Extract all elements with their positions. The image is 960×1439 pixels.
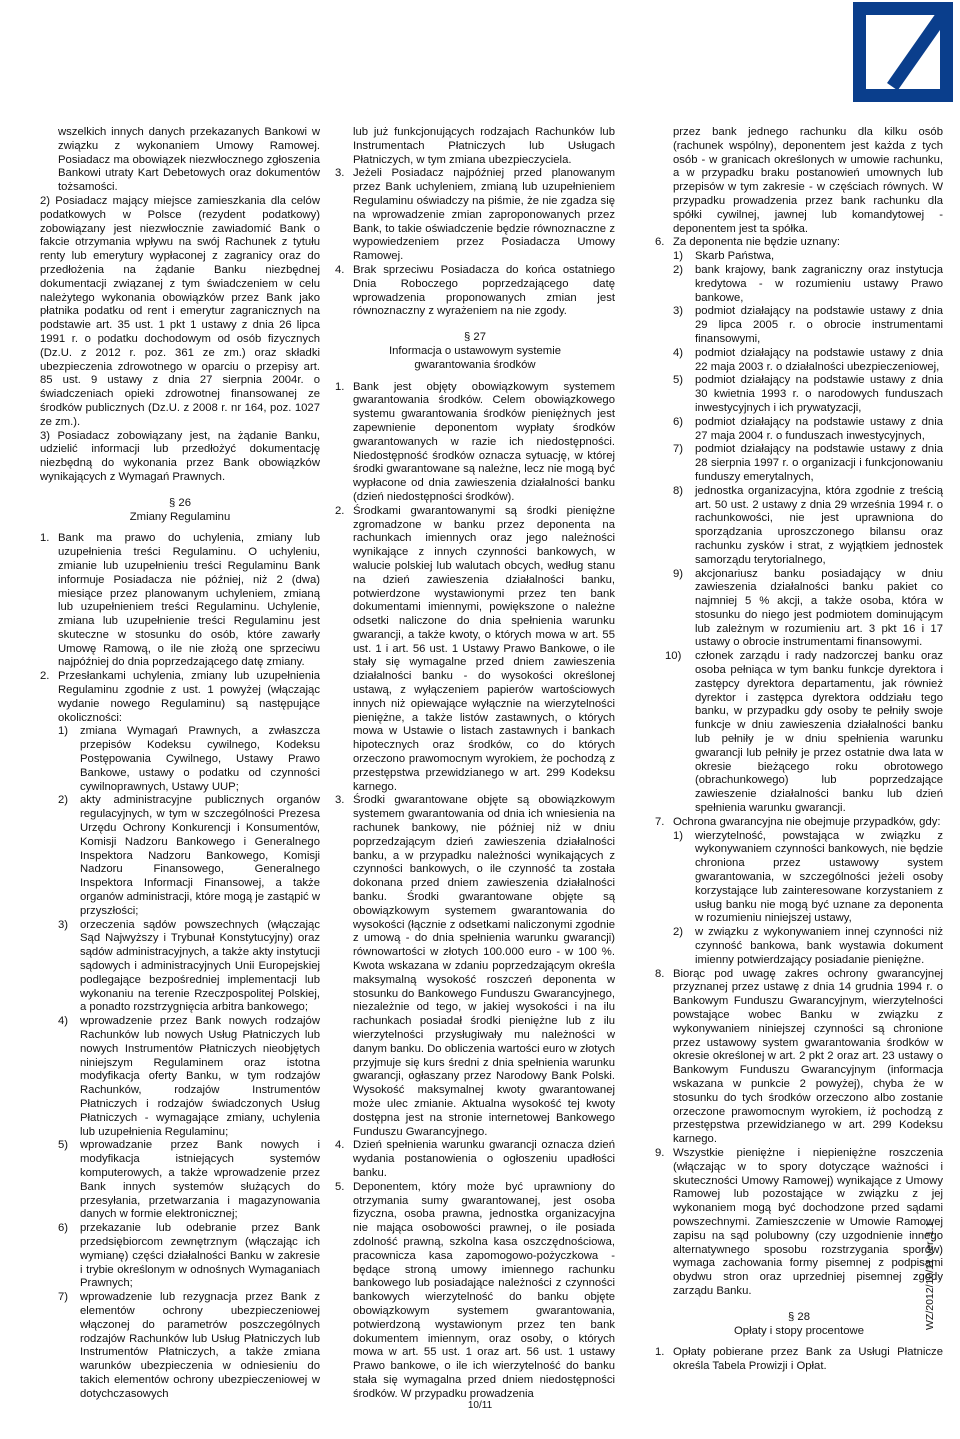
list-item: 3) orzeczenia sądów powszechnych (włączając Sąd Najwyższy i Trybunał Konstytucyjny) oraz sądów administracyjnych, a także akty instytucji sądowych i administracyjnych Unii Europejskiej podlegające bezpośredniej implementacji lub wykonaniu na terenie Rzeczpospolitej Polskiej, a ponadto rozstrzygnięcia arbitra bankowego; [58, 918, 320, 1014]
list-item: 7) wprowadzenie lub rezygnacja przez Bank z elementów ochrony ubezpieczeniowej włączonej do parametrów poszczególnych rodzajów Rachunków lub Usług Płatniczych lub Instrumentów Płatniczych, a także zmiana warunków ubezpieczenia w odniesieniu do takich elementów ochrony ubezpieczeniowej w dotychczasowych [58, 1291, 320, 1400]
list-item: 2) akty administracyjne publicznych organów regulacyjnych, w tym w szczególności Prezesa Urzędu Ochrony Konkurencji i Konsumentów, Komisji Nadzoru Bankowego i Generalnego Inspektora Nadzoru Bankowego, Komisji Nadzoru Finansowego, Generalnego Inspektora Informacji Finansowej, a także organów administracji, które mogą je zastąpić w przyszłości; [58, 794, 320, 917]
list-item: 3) podmiot działający na podstawie ustawy z dnia 29 lipca 2005 r. o obrocie instrumentami finansowymi, [673, 305, 943, 345]
deutsche-bank-logo-icon [853, 2, 953, 102]
list-item: 3. Jeżeli Posiadacz najpóźniej przed planowanym przez Bank uchyleniem, zmianą lub uzupełnieniem Regulaminu oświadczy na piśmie, że nie zgadza się na wprowadzenie zmian zaproponowanych przez Bank, to takie oświadczenie będzie równoznaczne z wypowiedzeniem przez Posiadacza Umowy Ramowej. [335, 167, 615, 263]
column-3 [655, 126, 943, 1374]
list-item: 1) Skarb Państwa, [673, 250, 775, 263]
list-item: 4) podmiot działający na podstawie ustawy z dnia 22 maja 2003 r. o działalności ubezpieczeniowej, [673, 346, 943, 373]
list-item: 9. Wszystkie pieniężne i niepieniężne roszczenia (włączając w to spory dotyczące ważności i skuteczności Umowy Ramowej) wynikające z Umowy Ramowej lub pozostające w związku z jej wykonaniem mogą być dochodzone przed sądami powszechnymi. Zamieszczenie w Umowie Ramowej zapisu na sąd polubowny (czy uzgodnienie innego alternatywnego sposobu rozstrzygania sporów) wymaga zachowania formy pisemnej z podpisami obydwu stron oraz uprzedniej pisemnej zgody zarządu Banku. [655, 1146, 943, 1297]
list-item: 2) bank krajowy, bank zagraniczny oraz instytucja kredytowa - w rozumieniu ustawy Prawo bankowe, [673, 263, 943, 304]
list-item: 1) zmiana Wymagań Prawnych, a zwłaszcza przepisów Kodeksu cywilnego, Kodeksu Postępowania Cywilnego, Ustawy Prawo Bankowe, ustawy o podatku od czynności cywilnoprawnych, Ustawy UUP; [58, 725, 320, 793]
list-item: 10) członek zarządu i rady nadzorczej banku oraz osoba pełniąca w tym banku funkcje dyrektora i zastępcy dyrektora departamentu, jak również dyrektor i zastępca dyrektora oddziału tego banku, w przypadku gdy osoby te pełniły swoje funkcje w dniu zawieszenia działalności banku lub pełniły je w dniu spełnienia warunku gwarancji lub pełniły je przez ostatnie dwa lata w okresie bieżącego roku obrotowego (obrachunkowego) lub poprzedzające zawieszenie działalności banku lub dzień spełnienia warunku gwarancji. [665, 650, 943, 815]
list-item: 1. Opłaty pobierane przez Bank za Usługi Płatnicze określa Tabela Prowizji i Opłat. [655, 1346, 943, 1373]
list-item: 3. Środki gwarantowane objęte są obowiązkowym systemem gwarantowania od dnia ich wniesienia na rachunek bankowy, nie później niż w dniu poprzedzającym dzień zawieszenia działalności banku, a w przypadku należności wynikających z czynności bankowych, o ile czynność ta została dokonana przed dniem zawieszenia działalności banku. Środki gwarantowane objęte są obowiązkowym systemem gwarantowania do wysokości (łącznie z odsetkami naliczonymi zgodnie z umową - do dnia spełnienia warunku gwarancji) równowartości w złotych 100.000 euro - w 100 %. Kwota wskazana w zdaniu poprzedzającym określa maksymalną wysokość roszczeń deponenta w stosunku do Bankowego Funduszu Gwarancyjnego, niezależnie od tego, w jakiej wysokości i na ilu rachunkach posiadał środki pieniężne lub z ilu wierzytelności przysługiwały mu należności w danym banku. Do obliczenia wartości euro w złotych przyjmuje się kurs średni z dnia spełnienia warunku gwarancji, ogłaszany przez Narodowy Bank Polski. Wysokość maksymalnej kwoty gwarantowanej może ulec zmianie. Aktualna wysokość tej kwoty dostępna jest na stronie internetowej Bankowego Funduszu Gwarancyjnego. [335, 794, 615, 1138]
list-item: 8. Biorąc pod uwagę zakres ochrony gwarancyjnej przyznanej przez ustawę z dnia 14 grudnia 1994 r. o Bankowym Funduszu Gwarancyjnym, wierzytelności powstające wobec Banku w związku z wykonywaniem niniejszej czynności są chronione przez ustawowy system gwarantowania środków w okresie określonej w art. 2 pkt 2 oraz art. 23 ustawy o Bankowym Funduszu Gwarancyjnym (informacja wskazana w punkcie 2 powyżej), chyba że w stosunku do tych środków orzeczono albo zostanie orzeczone prawomocnym wyrokiem, iż pochodzą z przestępstwa przewidzianego w art. 299 Kodeksu karnego. [655, 967, 943, 1146]
list-item: 2. Środkami gwarantowanymi są środki pieniężne zgromadzone w banku przez deponenta na rachunkach imiennych oraz jego należności wynikające z innych czynności bankowych, w walucie polskiej lub walutach obcych, według stanu na dzień zawieszenia działalności banku, potwierdzone wystawionymi przez ten bank dokumentami imiennymi, powiększone o należne odsetki naliczone do dnia spełnienia warunku gwarancji, a także kwoty, o których mowa w art. 55 ust. 1 i art. 56 ust. 1 Ustawy Prawo Bankowe, o ile stały się wymagalne przed dniem zawieszenia działalności banku - do wysokości określonej ustawą, z wyłączeniem papierów wartościowych innych niż opiewające wyłącznie na wierzytelności pieniężne, a także listów zastawnych, o których mowa w Ustawie o listach zastawnych i bankach hipotecznych oraz środków, co do których orzeczono prawomocnym wyrokiem, że pochodzą z przestępstwa przewidzianego w art. 299 Kodeksu karnego. [335, 504, 615, 793]
list-item: 5. Deponentem, który może być uprawniony do otrzymania sumy gwarantowanej, jest osoba fizyczna, osoba prawna, jednostka organizacyjna nie mająca osobowości prawnej, o ile posiada zdolność prawną, szkolna kasa oszczędnościowa, pracownicza kasa zapomogowo-pożyczkowa - będące stroną umowy imiennego rachunku bankowego lub posiadające należności z czynności bankowych wierzytelność do banku objęte obowiązkowym systemem gwarantowania, potwierdzoną wystawionym przez ten bank dokumentem imiennym, oraz osoby, o których mowa w art. 55 ust. 1 oraz art. 56 ust. 1 ustawy Prawo bankowe, o ile ich wierzytelność do banku stała się wymagalna przed dniem niedostępności środków. W przypadku prowadzenia [335, 1180, 615, 1400]
column-2 [335, 126, 615, 1402]
list-item: 6) podmiot działający na podstawie ustawy z dnia 27 maja 2004 r. o funduszach inwestycyjnych, [673, 415, 943, 442]
list-item: 4. Dzień spełnienia warunku gwarancji oznacza dzień wydania postanowienia o ogłoszeniu upadłości banku. [335, 1139, 615, 1179]
section-heading-27: § 27 Informacja o ustawowym systemie gwarantowania środków [388, 331, 562, 371]
paragraph: 2) Posiadacz mający miejsce zamieszkania dla celów podatkowych w Polsce (rezydent podatkowy) zobowiązany jest niezwłocznie zawiadomić Bank o fakcie otrzymania wpływu na swój Rachunek z tytułu renty lub emerytury wypłaconej z zagranicy oraz do przedłożenia na żądanie Banku niezbędnej dokumentacji związanej z tym świadczeniem w celu należytego wykonania obowiązków przez Bank jako płatnika podatku od rent i emerytur zagranicznych na podstawie art. 35 ust. 1 pkt 1 ustawy z dnia 26 lipca 1991 r. o podatku dochodowym od osób fizycznych (Dz.U. z 2012 r. poz. 361 ze zm.) oraz składki ubezpieczenia zdrowotnego w oparciu o przepisy art. 85 ust. 9 ustawy z dnia 27 sierpnia 2004r. o świadczeniach opieki zdrowotnej finansowanej ze środków publicznych (Dz.U. z 2008 r. nr 164, poz. 1027 ze zm.). [40, 194, 320, 428]
list-item: 4) wprowadzenie przez Bank nowych rodzajów Rachunków lub nowych Usług Płatniczych lub nowych Instrumentów Płatniczych nieobjętych niniejszym Regulaminem oraz istotna modyfikacja oferty Banku, w tym rodzajów Rachunków, rodzajów Instrumentów Płatniczych i rodzajów świadczonych Usług Płatniczych - wymagające zmiany, uchylenia lub uzupełnienia Regulaminu; [58, 1015, 320, 1138]
list-item: 1) wierzytelność, powstająca w związku z wykonywaniem czynności bankowych, nie będzie chroniona przez ustawowy system gwarantowania, w szczególności jeżeli osoby korzystające lub zainteresowane korzystaniem z usług banku nie mogą być uznane za deponenta w rozumieniu niniejszej ustawy, [673, 829, 943, 925]
paragraph: przez bank jednego rachunku dla kilku osób (rachunek wspólny), deponentem jest każda z tych osób - w granicach określonych w umowie rachunku, a w przypadku braku postanowień umownych lub przepisów w tym zakresie - w częściach równych. W przypadku prowadzenia przez bank rachunku dla spółki cywilnej, jawnej lub komandytowej - deponentem jest ta spółka. [673, 126, 943, 235]
section-heading-26: § 26 Zmiany Regulaminu [129, 496, 231, 523]
document-version: WZ/2012/10/11 ver. 1.1 [924, 1221, 936, 1330]
list-item: 6) przekazanie lub odebranie przez Bank przedsiębiorcom zewnętrznym (włączając ich wymianę) części działalności Banku w zakresie i trybie określonym w odnośnych Wymaganiach Prawnych; [58, 1222, 320, 1290]
list-item: 8) jednostka organizacyjna, która zgodnie z treścią art. 50 ust. 2 ustawy z dnia 29 września 1994 r. o rachunkowości, nie jest uprawniona do sporządzania uproszczonego bilansu oraz rachunku zysków i strat, z wyjątkiem jednostek samorządu terytorialnego, [673, 484, 943, 566]
list-item: 6. Za deponenta nie będzie uznany: [655, 236, 841, 249]
column-1 [40, 126, 320, 1402]
list-item: 5) podmiot działający na podstawie ustawy z dnia 30 kwietnia 1993 r. o narodowych funduszach inwestycyjnych i ich prywatyzacji, [673, 374, 943, 414]
list-item: 9) akcjonariusz banku posiadający w dniu zawieszenia działalności banku pakiet co najmniej 5 % akcji, a także osoba, która w stosunku do niego jest podmiotem dominującym lub zależnym w rozumieniu art. 3 pkt 16 i 17 ustawy o obrocie instrumentami finansowymi. [673, 567, 943, 649]
paragraph: wszelkich innych danych przekazanych Bankowi w związku z wykonaniem Umowy Ramowej. Posiadacz ma obowiązek niezwłocznego zgłoszenia Bankowi utraty Kart Debetowych oraz dokumentów tożsamości. [58, 126, 320, 194]
page-number: 10/11 [467, 1400, 493, 1411]
list-item: 2. Przesłankami uchylenia, zmiany lub uzupełnienia Regulaminu zgodnie z ust. 1 powyżej (włączając wydanie nowego Regulaminu) są następujące okoliczności: [40, 670, 320, 724]
list-item: 2) w związku z wykonywaniem innej czynności niż czynność bankowa, bank wystawia dokument imienny potwierdzający posiadanie pieniężne. [673, 926, 943, 966]
paragraph: 3) Posiadacz zobowiązany jest, na żądanie Banku, udzielić informacji lub przedłożyć dokumentację niezbędną do wykonania przez Bank obowiązków wynikających z Wymagań Prawnych. [40, 429, 320, 483]
list-item: 7. Ochrona gwarancyjna nie obejmuje przypadków, gdy: [655, 815, 941, 828]
section-heading-28: § 28 Opłaty i stopy procentowe [734, 1310, 864, 1337]
list-item: 5) wprowadzanie przez Bank nowych i modyfikacja istniejących systemów komputerowych, a także wprowadzenie przez Bank innych systemów służących do przesyłania, przetwarzania i magazynowania danych w formie elektronicznej; [58, 1139, 320, 1221]
list-item: 7) podmiot działający na podstawie ustawy z dnia 28 sierpnia 1997 r. o organizacji i funkcjonowaniu funduszy emerytalnych, [673, 443, 943, 483]
list-item: 4. Brak sprzeciwu Posiadacza do końca ostatniego Dnia Roboczego poprzedzającego datę wprowadzenia proponowanych zmian jest równoznaczny z wyrażeniem na nie zgody. [335, 263, 615, 318]
list-item: 1. Bank ma prawo do uchylenia, zmiany lub uzupełnienia treści Regulaminu. O uchyleniu, zmianie lub uzupełnieniu treści Regulaminu Bank informuje Posiadacza nie później, niż 2 (dwa) miesiące przez planowanym uchyleniem, zmianą lub uzupełnieniem treści Regulaminu. Uchylenie, zmiana lub uzupełnienie treści Regulaminu jest skuteczne w stosunku do osób, które zawarły Umowę Ramową, o ile nie złożą one sprzeciwu najpóźniej do dnia poprzedzającego datę zmiany. [40, 532, 320, 669]
list-item: 1. Bank jest objęty obowiązkowym systemem gwarantowania środków. Celem obowiązkowego systemu gwarantowania środków pieniężnych jest zapewnienie deponentom wypłaty środków gwarantowanych w razie ich niedostępności. Niedostępność środków oznacza sytuację, w której środki gwarantowane są należne, lecz nie mogą być wypłacone od dnia zawieszenia działalności banku (dzień niedostępności środków). [335, 380, 615, 503]
paragraph: lub już funkcjonujących rodzajach Rachunków lub Instrumentach Płatniczych lub Usługach Płatniczych, w tym zmiana ubezpieczyciela. [353, 126, 615, 166]
